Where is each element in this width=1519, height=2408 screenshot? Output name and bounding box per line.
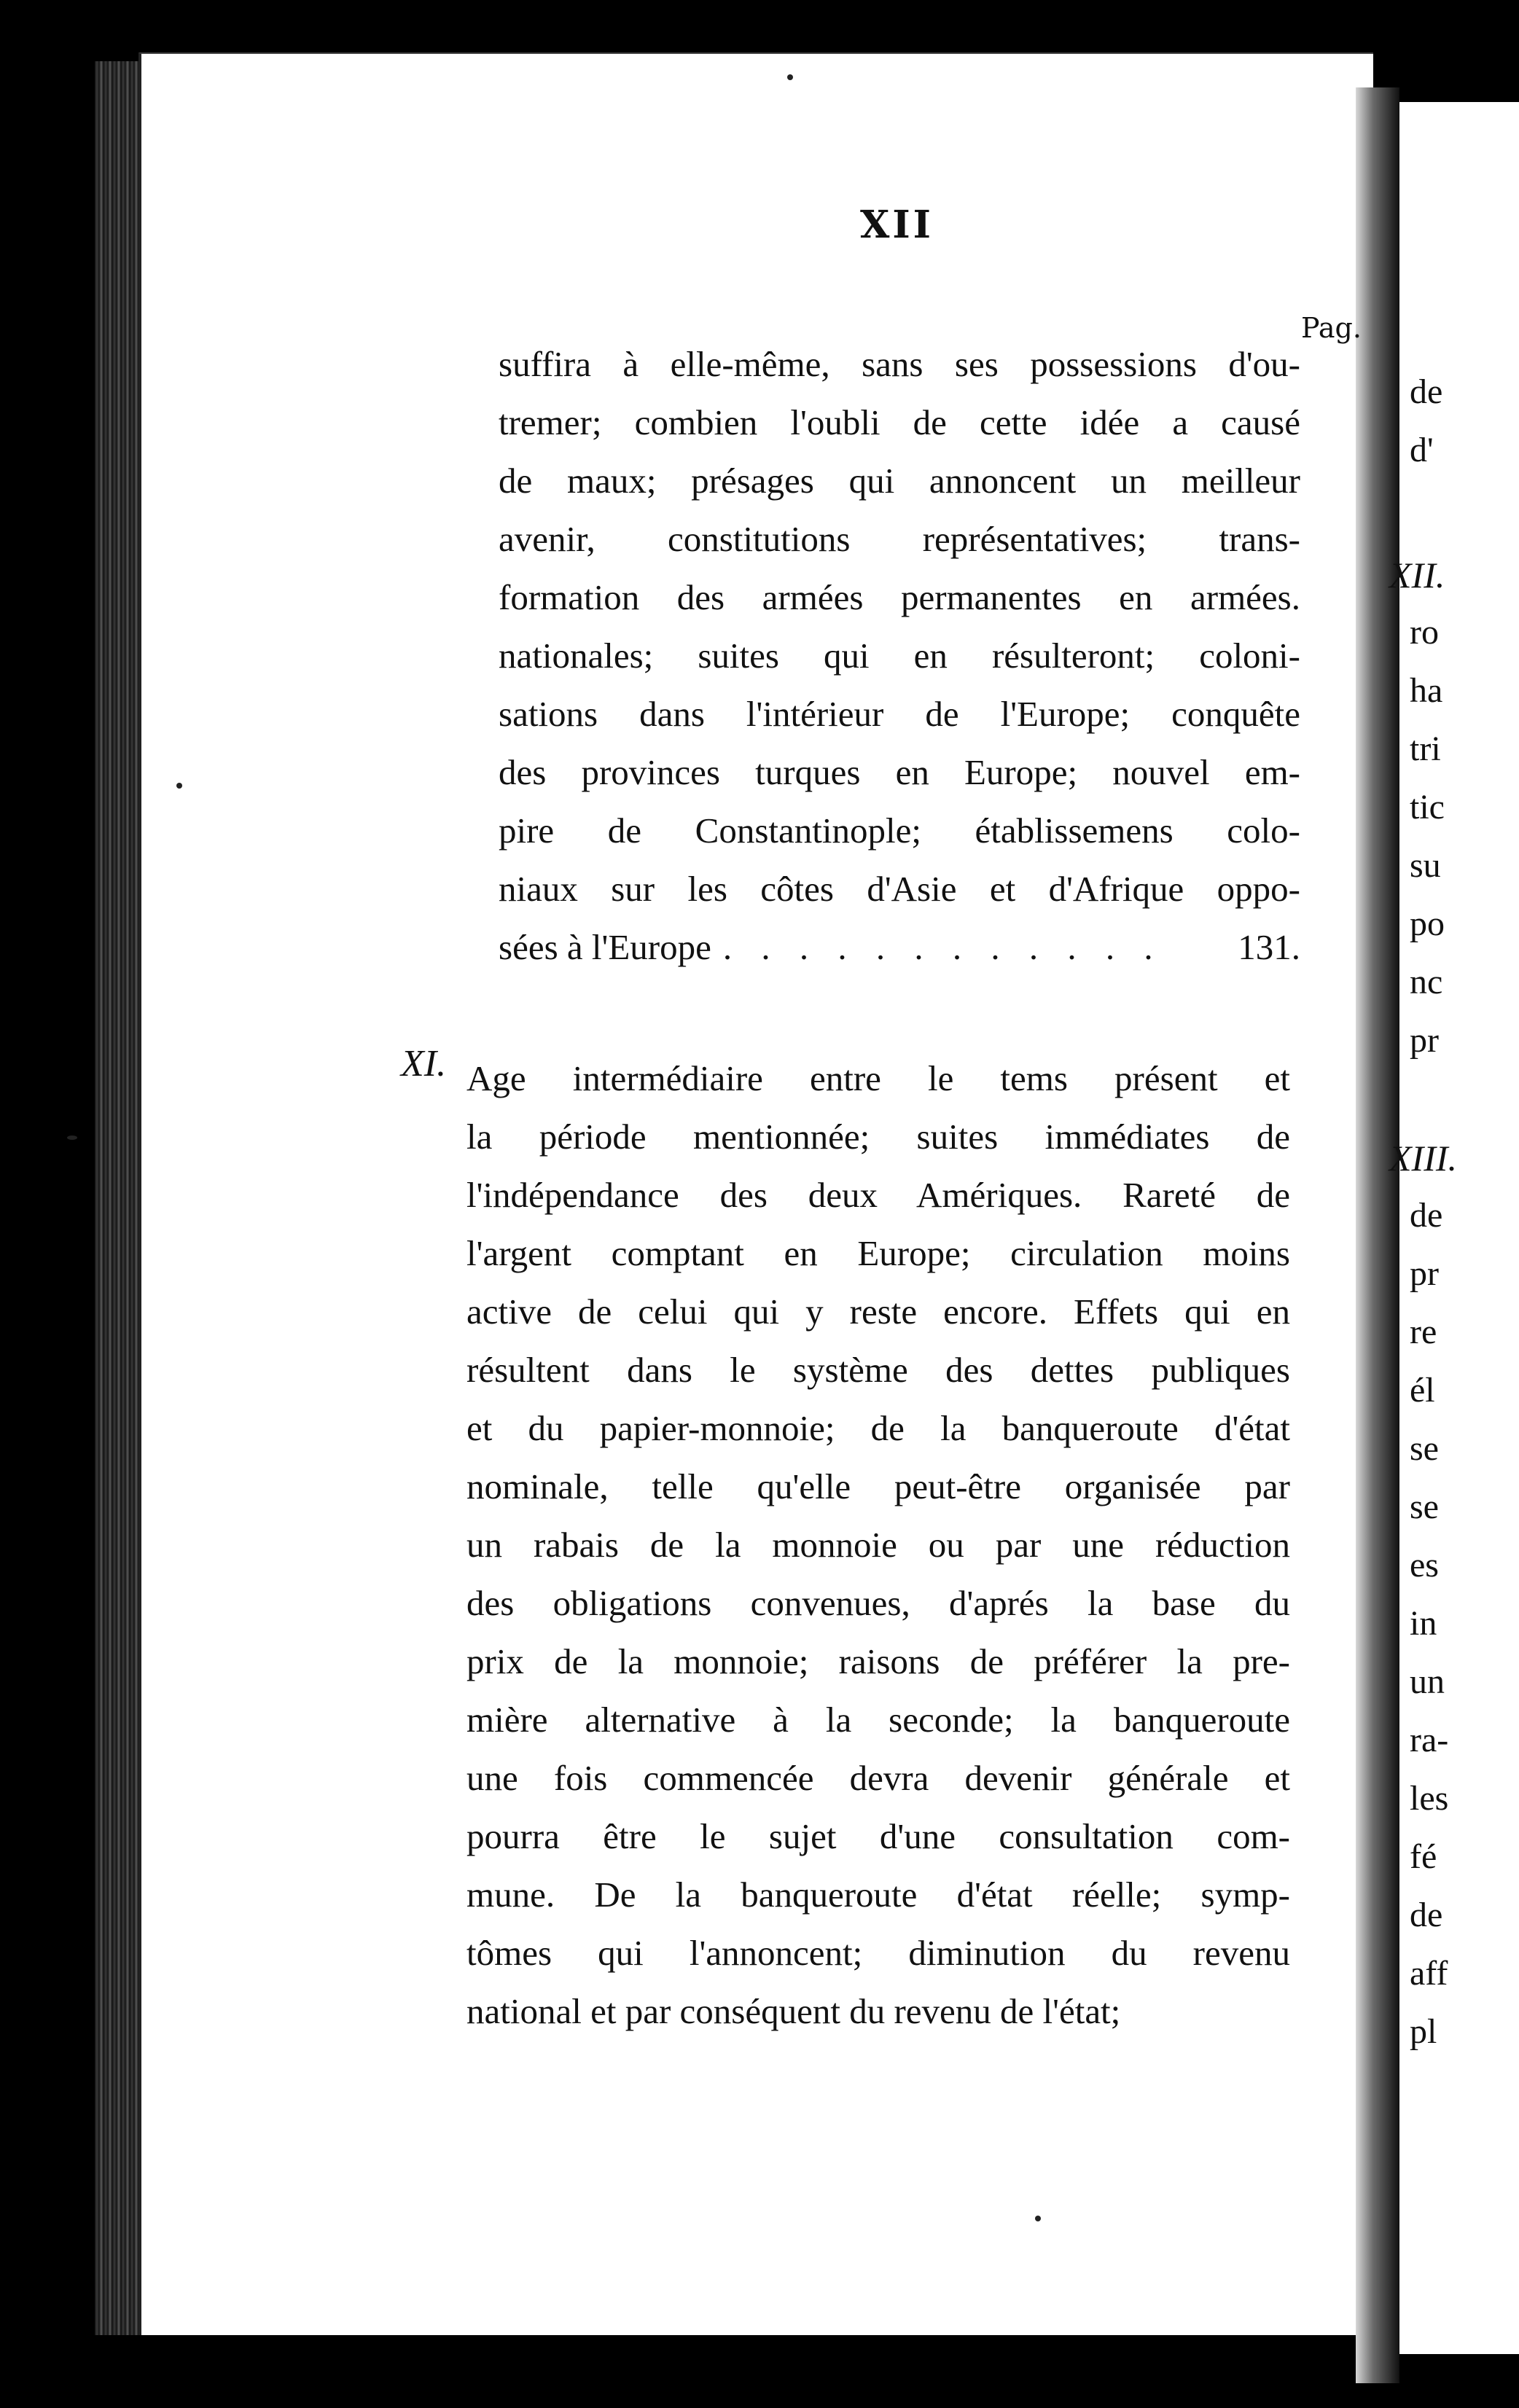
text-line: et du papier-monnoie; de la banqueroute d'état: [466, 1408, 1290, 1448]
text-line: se: [1410, 1429, 1439, 1468]
text-line: ha: [1410, 671, 1443, 710]
text-line: des obligations convenues, d'aprés la base du: [466, 1583, 1290, 1623]
text-line: po: [1410, 904, 1445, 943]
text-line: résultent dans le système des dettes publiques: [466, 1350, 1290, 1390]
text-line: un rabais de la monnoie ou par une réduction: [466, 1525, 1290, 1565]
text-line: de: [1410, 1896, 1443, 1934]
text-line: un: [1410, 1662, 1445, 1701]
text-line: des provinces turques en Europe; nouvel em-: [499, 752, 1300, 792]
toc-entry-number-xi: XI.: [401, 1043, 447, 1084]
text-line: mière alternative à la seconde; la banqueroute: [466, 1700, 1290, 1740]
right-page-fragment: [1389, 102, 1519, 2354]
text-line: pire de Constantinople; établissemens colo-: [499, 810, 1300, 851]
text-line: niaux sur les côtes d'Asie et d'Afrique oppo-: [499, 869, 1300, 909]
text-line: national et par conséquent du revenu de l'état;: [466, 1991, 1121, 2031]
page-reference: 131.: [1238, 927, 1300, 967]
text-line: tremer; combien l'oubli de cette idée a causé: [499, 402, 1300, 442]
text-line: sations dans l'intérieur de l'Europe; conquête: [499, 694, 1300, 734]
text-line: tômes qui l'annoncent; diminution du revenu: [466, 1933, 1290, 1973]
text-line: suffira à elle-même, sans ses possessions d'ou-: [499, 344, 1300, 384]
text-line: sées à l'Europe: [499, 927, 711, 967]
toc-entry-x-continuation: [499, 335, 1300, 977]
dot-leader: . . . . . . . . . . . .: [722, 927, 1163, 967]
paper-speck: [1035, 2216, 1041, 2221]
page-gutter-shadow: [1356, 87, 1399, 2383]
text-line: mune. De la banqueroute d'état réelle; symp-: [466, 1875, 1290, 1915]
text-line: l'indépendance des deux Amériques. Rareté de: [466, 1175, 1290, 1215]
text-line: nominale, telle qu'elle peut-être organisée par: [466, 1466, 1290, 1506]
text-line: ra-: [1410, 1721, 1449, 1759]
text-line: l'argent comptant en Europe; circulation moins: [466, 1233, 1290, 1273]
toc-entry-number-xii: XII.: [1389, 555, 1445, 595]
text-line: in: [1410, 1604, 1437, 1643]
text-line: prix de la monnoie; raisons de préférer la pre-: [466, 1641, 1290, 1681]
text-line: de: [1410, 372, 1443, 411]
text-line: ro: [1410, 613, 1439, 652]
pag-label: Pag.: [1301, 312, 1362, 344]
text-line: tic: [1410, 788, 1445, 826]
text-line: pl: [1410, 2012, 1437, 2051]
toc-entry-xi: [466, 1049, 1290, 2041]
text-line: une fois commencée devra devenir générale et: [466, 1758, 1290, 1798]
toc-entry-number-xiii: XIII.: [1389, 1138, 1457, 1178]
text-line: es: [1410, 1546, 1439, 1584]
text-line: nc: [1410, 963, 1443, 1001]
text-line: avenir, constitutions représentatives; trans-: [499, 519, 1300, 559]
text-line: active de celui qui y reste encore. Effets qui en: [466, 1291, 1290, 1332]
text-line: pr: [1410, 1021, 1439, 1060]
text-line: él: [1410, 1371, 1435, 1410]
text-line: les: [1410, 1779, 1449, 1818]
paper-speck: [787, 74, 793, 80]
text-line: nationales; suites qui en résulteront; coloni-: [499, 636, 1300, 676]
text-line: d': [1410, 431, 1434, 469]
text-line: Age intermédiaire entre le tems présent et: [466, 1058, 1290, 1098]
text-line: pourra être le sujet d'une consultation com-: [466, 1816, 1290, 1856]
toc-last-line: [499, 918, 1300, 977]
text-line: de maux; présages qui annoncent un meilleur: [499, 461, 1300, 501]
paper-speck: [67, 1135, 77, 1140]
text-line: formation des armées permanentes en armées.: [499, 577, 1300, 617]
paper-speck: [176, 783, 182, 789]
text-line: tri: [1410, 730, 1441, 768]
text-line: la période mentionnée; suites immédiates de: [466, 1117, 1290, 1157]
text-line: re: [1410, 1313, 1437, 1351]
text-line: fé: [1410, 1837, 1437, 1876]
text-line: su: [1410, 846, 1441, 885]
text-line: pr: [1410, 1254, 1439, 1293]
text-line: se: [1410, 1488, 1439, 1526]
text-line: aff: [1410, 1954, 1448, 1993]
page-header-number: XII: [860, 203, 934, 247]
text-line: de: [1410, 1196, 1443, 1235]
